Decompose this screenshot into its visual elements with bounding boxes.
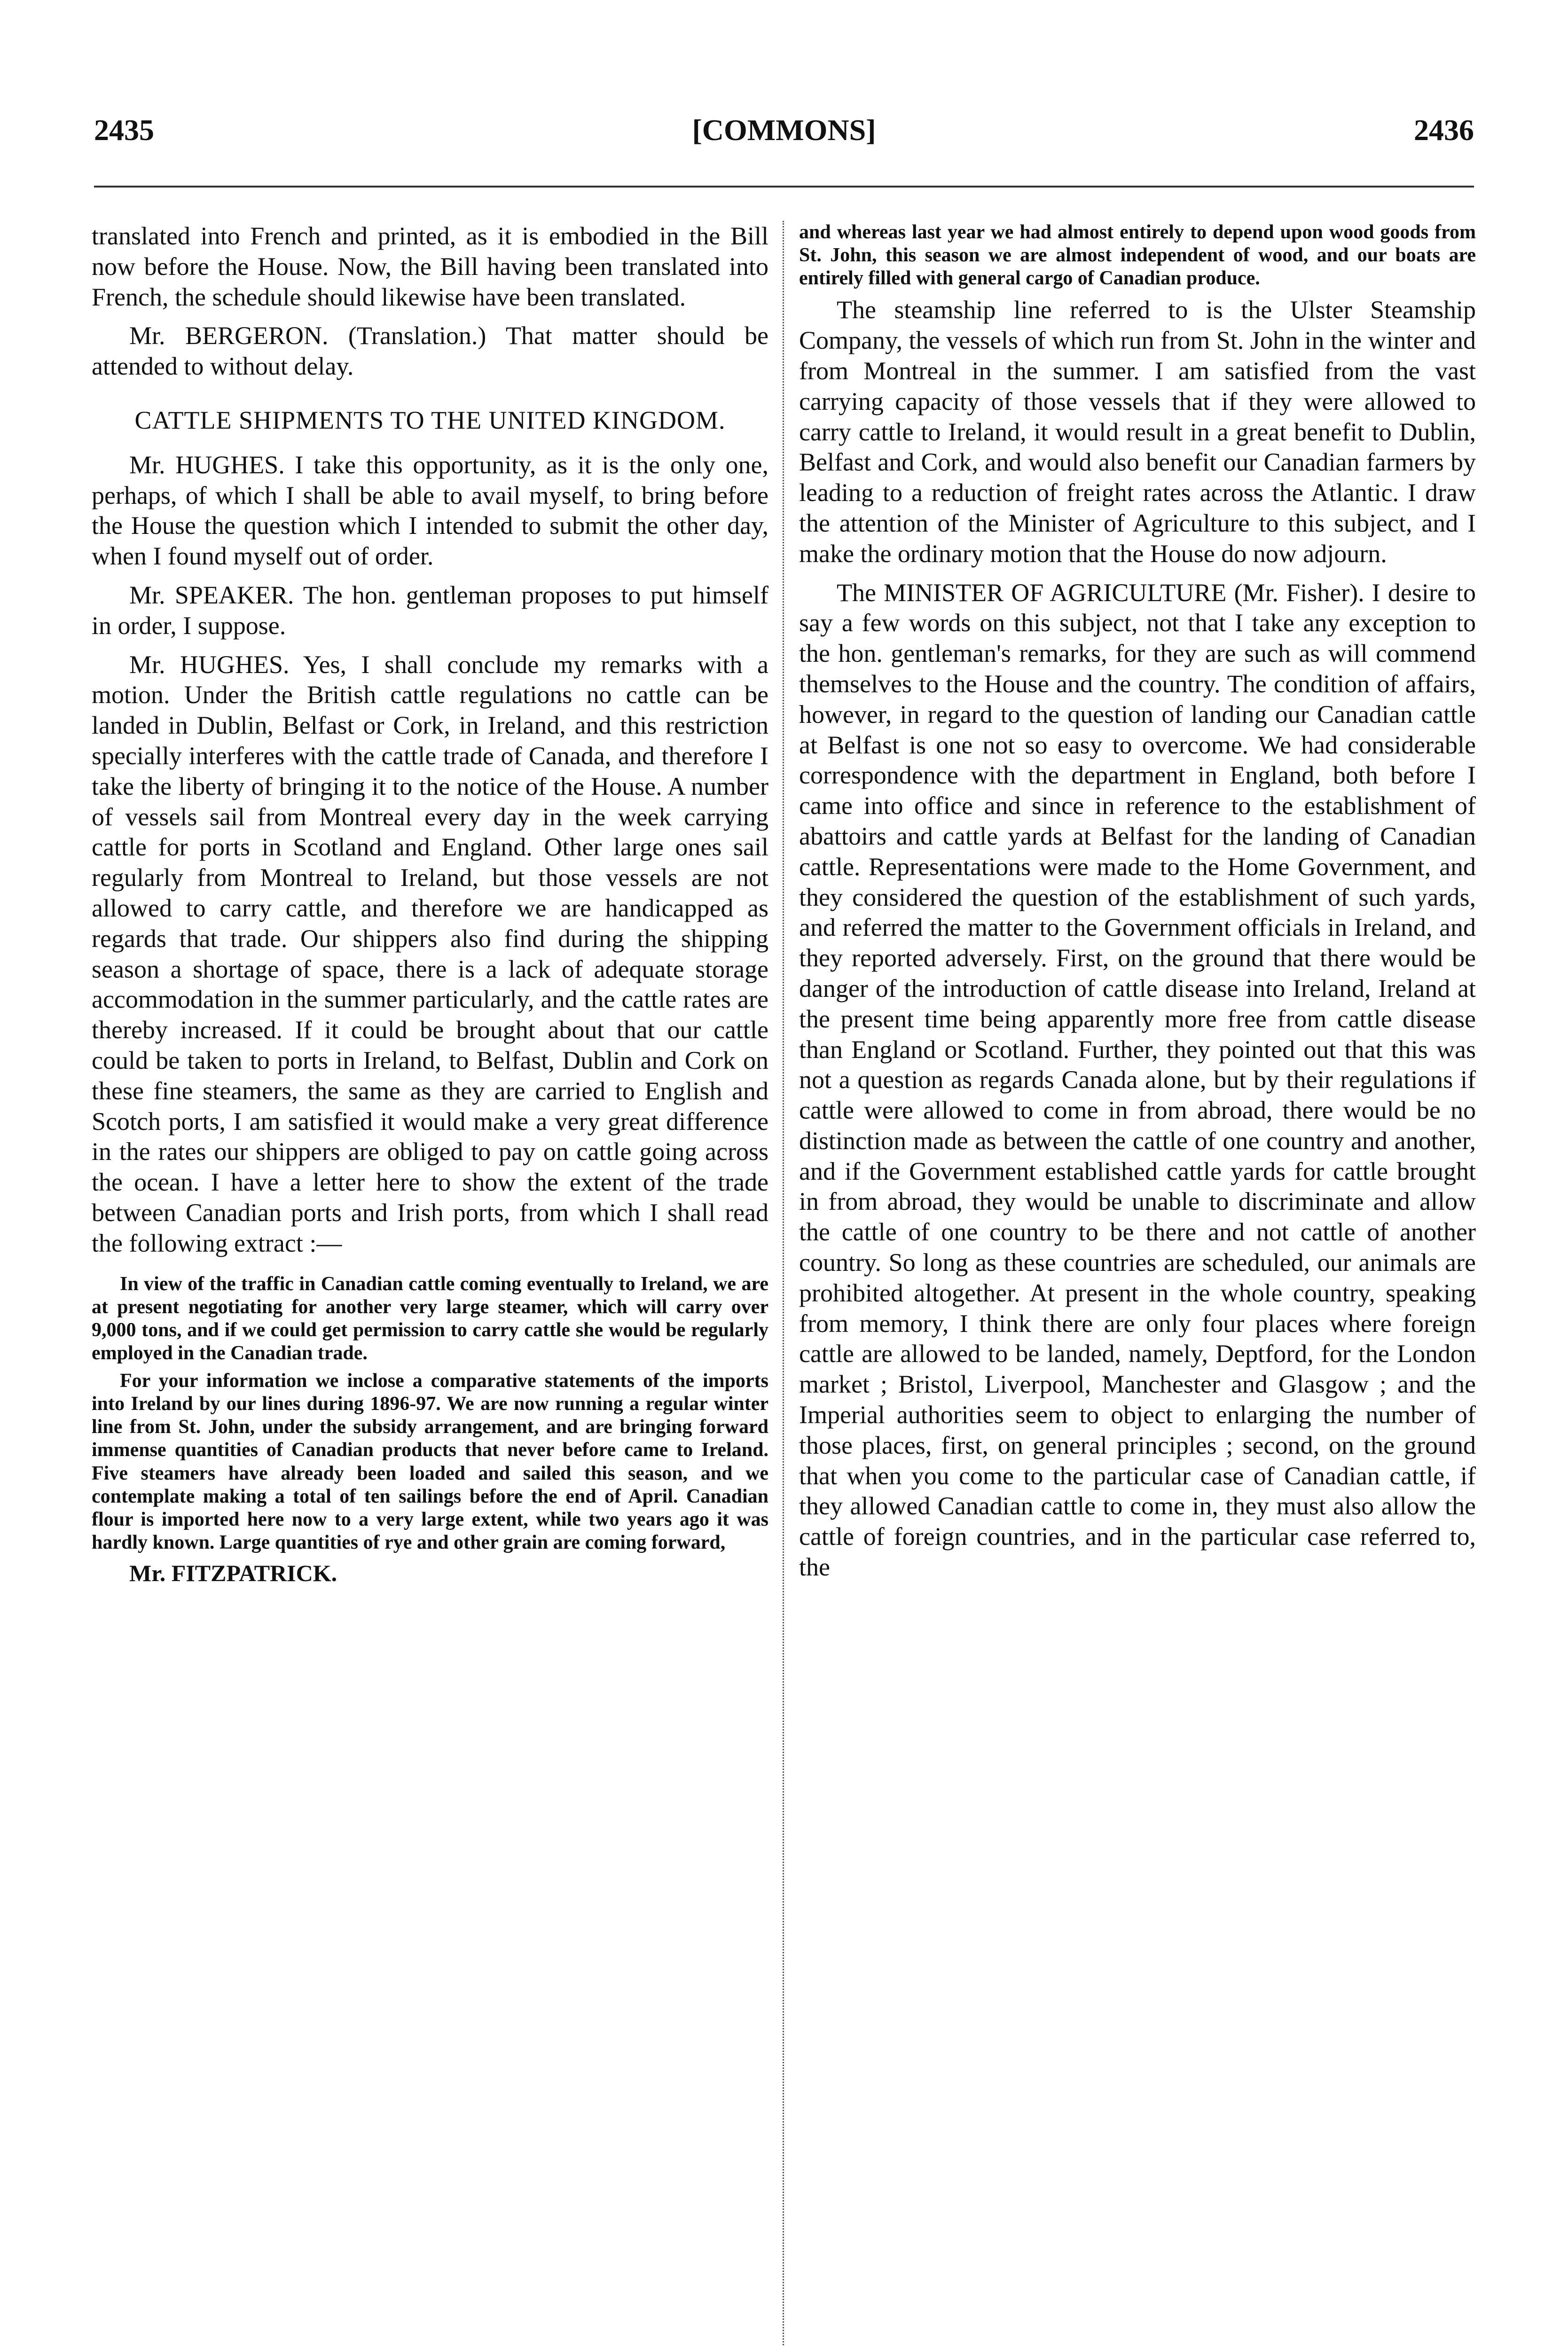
header-rule <box>94 186 1474 188</box>
paragraph: Mr. HUGHES. I take this opportunity, as it is the only one, perhaps, of which I shall be able to avail myself, to bring before the House the question which I intended to submit the other day, when I found myself out of order. <box>92 450 768 571</box>
paragraph: Mr. SPEAKER. The hon. gentleman proposes to put himself in order, I suppose. <box>92 580 768 640</box>
column-divider <box>783 221 784 2345</box>
left-column <box>92 221 768 1596</box>
page-header <box>94 113 1474 169</box>
quoted-extract: In view of the traffic in Canadian cattle coming eventually to Ireland, we are at present negotiating for another very large steamer, which will carry over 9,000 tons, and if we could get permission to carry cattle she would be regularly employed in the Canadian trade. <box>92 1273 768 1364</box>
running-title: [COMMONS] <box>692 113 876 147</box>
page-number-right: 2436 <box>1414 113 1474 147</box>
page-footer: Mr. FITZPATRICK. <box>129 1560 337 1586</box>
page-number-left: 2435 <box>94 113 154 147</box>
paragraph: The steamship line referred to is the Ulster Steamship Company, the vessels of which run from St. John in the winter and from Montreal in the summer. I am satisfied from the vast carrying capacity of those vessels that if they were allowed to carry cattle to Ireland, it would result in a great benefit to Dublin, Belfast and Cork, and would also benefit our Canadian farmers by leading to a reduction of freight rates across the Atlantic. I draw the attention of the Minister of Agriculture to this subject, and I make the ordinary motion that the House do now adjourn. <box>799 296 1476 568</box>
paragraph: Mr. HUGHES. Yes, I shall conclude my remarks with a motion. Under the British cattle regulations no cattle can be landed in Dublin, Belfast or Cork, in Ireland, and this restriction specially interferes with the cattle trade of Canada, and therefore I take the liberty of bringing it to the notice of the House. A number of vessels sail from Montreal every day in the week carrying cattle for ports in Scotland and England. Other large ones sail regularly from Montreal to Ireland, but those vessels are not allowed to carry cattle, and therefore we are handicapped as regards that trade. Our shippers also find during the shipping season a shortage of space, there is a lack of adequate storage accommodation in the summer particularly, and the cattle rates are thereby increased. If it could be brought about that our cattle could be taken to ports in Ireland, to Belfast, Dublin and Cork on these fine steamers, the same as they are carried to English and Scotch ports, I am satisfied it would make a very great difference in the rates our shippers are obliged to pay on cattle going across the ocean. I have a letter here to show the extent of the trade between Canadian ports and Irish ports, from which I shall read the following extract :— <box>92 650 768 1257</box>
paragraph: translated into French and printed, as it is embodied in the Bill now before the House. Now, the Bill having been translated into French, the schedule should likewise have been translated. <box>92 222 768 311</box>
paragraph: Mr. BERGERON. (Translation.) That matter should be attended to without delay. <box>92 321 768 381</box>
paragraph: The MINISTER OF AGRICULTURE (Mr. Fisher). I desire to say a few words on this subject, not that I take any exception to the hon. gentleman's remarks, for they are such as will commend themselves to the House and the country. The condition of affairs, however, in regard to the question of landing our Canadian cattle at Belfast is one not so easy to overcome. We had considerable correspondence with the department in England, both before I came into office and since in reference to the establishment of abattoirs and cattle yards at Belfast for the landing of Canadian cattle. Representations were made to the Home Government, and they considered the question of the establishment of such yards, and referred the matter to the Government officials in Ireland, and they reported adversely. First, on the ground that there would be danger of the introduction of cattle disease into Ireland, Ireland at the present time being apparently more free from cattle disease than England or Scotland. Further, they pointed out that this was not a question as regards Canada alone, but by their regulations if cattle were allowed to come in from abroad, there would be no distinction made as between the cattle of one country and another, and if the Government established cattle yards for cattle brought in from abroad, they would be unable to discriminate and allow the cattle of one country to be there and not cattle of another country. So long as these countries are scheduled, our animals are prohibited altogether. At present in the whole country, speaking from memory, I think there are only four places where foreign cattle are allowed to be landed, namely, Deptford, for the London market ; Bristol, Liverpool, Manchester and Glasgow ; and the Imperial authorities seem to object to enlarging the number of those places, first, on general principles ; second, on the ground that when you come to the particular case of Canadian cattle, if they allowed Canadian cattle to come in, they must also allow the cattle of foreign countries, and in the particular case referred to, the <box>799 578 1476 1582</box>
quoted-extract: For your information we inclose a comparative statements of the imports into Ireland by our lines during 1896-97. We are now running a regular winter line from St. John, under the subsidy arrangement, and are bringing forward immense quantities of Canadian products that never before came to Ireland. Five steamers have already been loaded and sailed this season, and we contemplate making a total of ten sailings before the end of April. Canadian flour is imported here now to a very large extent, while two years ago it was hardly known. Large quantities of rye and other grain are coming forward, <box>92 1370 768 1553</box>
section-heading: CATTLE SHIPMENTS TO THE UNITED KINGDOM. <box>134 406 726 434</box>
quoted-extract: and whereas last year we had almost entirely to depend upon wood goods from St. John, this season we are almost independent of wood, and our boats are entirely filled with general cargo of Canadian produce. <box>799 221 1476 290</box>
right-column <box>799 221 1476 1591</box>
